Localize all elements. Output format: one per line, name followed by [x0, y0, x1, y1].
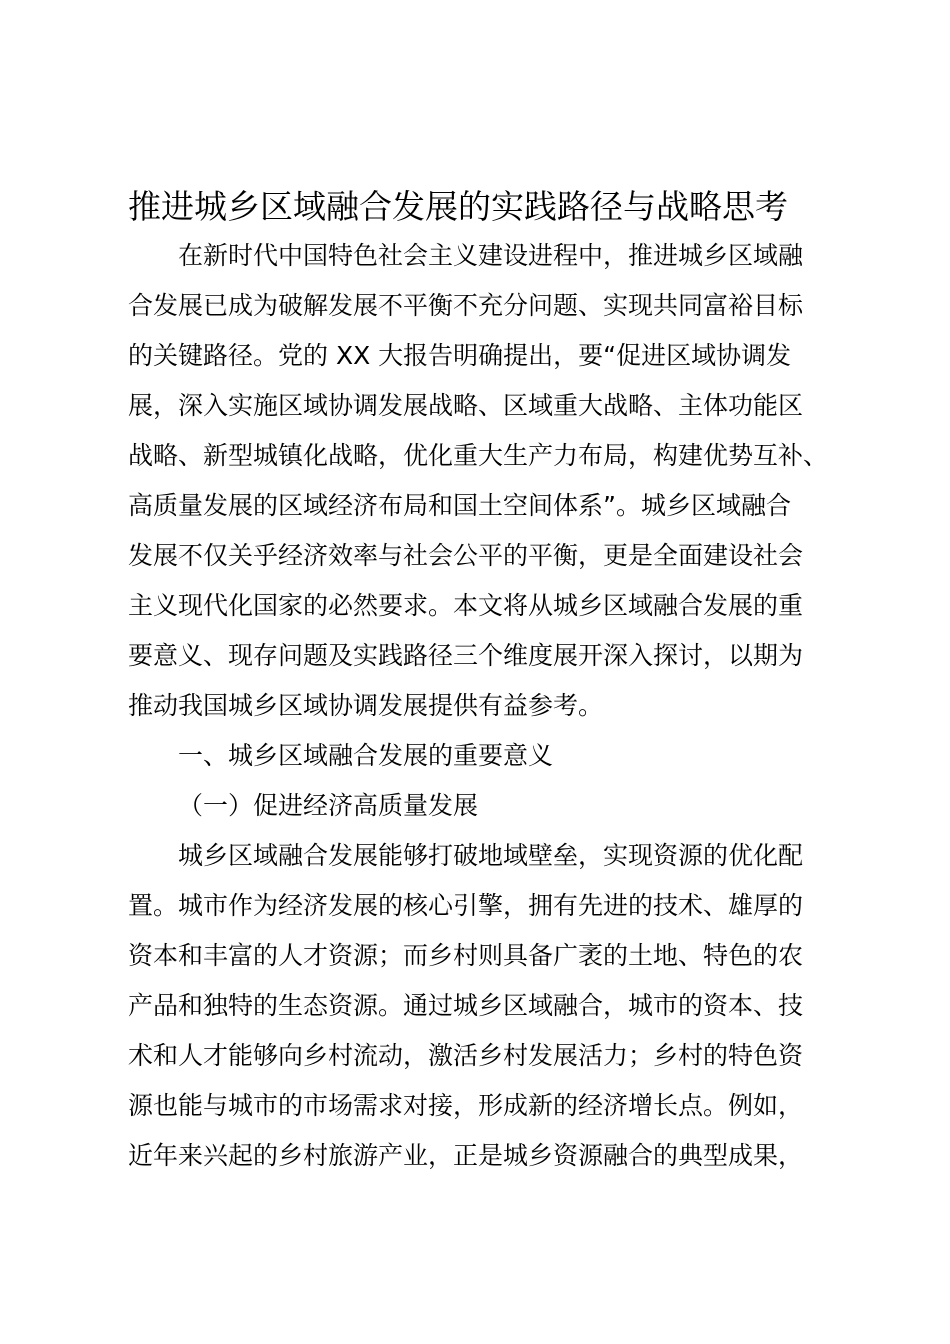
paragraph-line: 展，深入实施区域协调发展战略、区域重大战略、主体功能区: [128, 391, 804, 420]
document-title: 推进城乡区域融合发展的实践路径与战略思考: [128, 187, 788, 226]
paragraph-line: 源也能与城市的市场需求对接，形成新的经济增长点。例如，: [128, 1091, 804, 1120]
paragraph-line: 推动我国城乡区域协调发展提供有益参考。: [128, 691, 604, 720]
paragraph-line: 战略、新型城镇化战略，优化重大生产力布局，构建优势互补、: [128, 441, 829, 470]
section-heading-text: 一、城乡区域融合发展的重要意义: [178, 741, 554, 770]
paragraph-line: 的关键路径。党的 XX 大报告明确提出，要“促进区域协调发: [128, 341, 792, 370]
body-paragraph: [128, 831, 848, 1181]
paragraph-line: 城乡区域融合发展能够打破地域壁垒，实现资源的优化配: [178, 841, 804, 870]
subsection-heading-text: （一）促进经济高质量发展: [178, 791, 479, 820]
paragraph-line: 资本和丰富的人才资源；而乡村则具备广袤的土地、特色的农: [128, 941, 804, 970]
paragraph-line: 置。城市作为经济发展的核心引擎，拥有先进的技术、雄厚的: [128, 891, 804, 920]
paragraph-line: 发展不仅关乎经济效率与社会公平的平衡，更是全面建设社会: [128, 541, 804, 570]
intro-paragraph: [128, 231, 848, 731]
section-heading: [128, 731, 848, 781]
paragraph-line: 近年来兴起的乡村旅游产业，正是城乡资源融合的典型成果，: [128, 1141, 804, 1170]
paragraph-line: 产品和独特的生态资源。通过城乡区域融合，城市的资本、技: [128, 991, 804, 1020]
paragraph-line: 合发展已成为破解发展不平衡不充分问题、实现共同富裕目标: [128, 291, 804, 320]
paragraph-line: 在新时代中国特色社会主义建设进程中，推进城乡区域融: [178, 241, 804, 270]
paragraph-line: 主义现代化国家的必然要求。本文将从城乡区域融合发展的重: [128, 591, 804, 620]
subsection-heading: [128, 781, 848, 831]
paragraph-line: 术和人才能够向乡村流动，激活乡村发展活力；乡村的特色资: [128, 1041, 804, 1070]
paragraph-line: 高质量发展的区域经济布局和国土空间体系”。城乡区域融合: [128, 491, 791, 520]
paragraph-line: 要意义、现存问题及实践路径三个维度展开深入探讨，以期为: [128, 641, 804, 670]
